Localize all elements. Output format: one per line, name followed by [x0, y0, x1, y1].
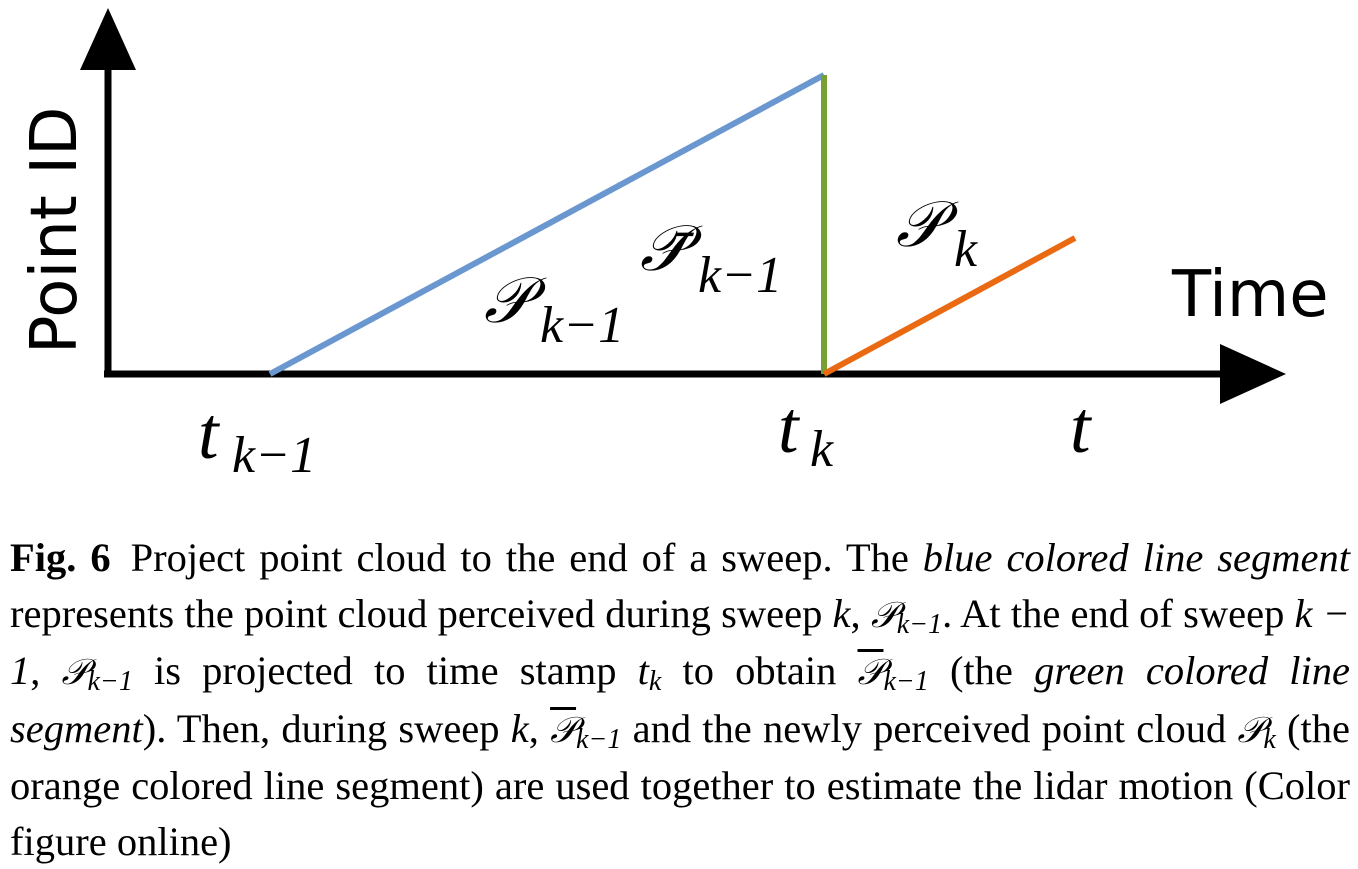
caption-text: . At the end of sweep	[942, 590, 1295, 636]
caption-text: is projected to time stamp	[132, 648, 638, 693]
math-subscript: k−1	[576, 723, 622, 755]
svg-text:𝒫: 𝒫	[896, 188, 943, 262]
math-k: k	[510, 705, 529, 751]
svg-text:t: t	[778, 387, 799, 469]
math-p-k-minus-1: 𝒫	[61, 652, 88, 693]
x-axis-label: Time	[1172, 258, 1329, 332]
svg-text:t: t	[1070, 387, 1091, 469]
caption-emphasis-blue: blue colored line segment	[922, 535, 1350, 580]
math-subscript: k−1	[883, 666, 929, 697]
svg-text:k−1: k−1	[540, 297, 625, 354]
caption-text: Project point cloud to the end of a sweep. The	[130, 535, 923, 580]
svg-text:𝒫̄: 𝒫̄	[640, 212, 687, 286]
tick-label-t-k-minus-1	[198, 393, 316, 484]
figure-label: Fig. 6	[10, 535, 111, 580]
caption-emphasis-green: green colored line segment	[10, 648, 1351, 751]
caption-text: ,	[528, 705, 551, 751]
math-subscript: k−1	[87, 666, 133, 697]
tick-label-t	[1070, 387, 1093, 469]
label-p-k	[896, 188, 978, 278]
y-axis-label: Point ID	[18, 106, 92, 354]
caption-text: ,	[850, 590, 871, 636]
caption-text: and the newly perceived point cloud	[621, 705, 1238, 751]
label-p-bar-k-minus-1	[640, 212, 782, 304]
figure-caption	[10, 530, 1350, 869]
x-axis-arrowhead	[1220, 344, 1286, 404]
svg-text:k−1: k−1	[232, 427, 317, 484]
math-p-bar-k-minus-1: 𝒫	[550, 709, 577, 751]
math-subscript: k−1	[896, 608, 943, 640]
caption-text: represents the point cloud perceived during sweep	[10, 590, 833, 636]
caption-text: (the orange colored line segment) are used together to estimate the lidar motion (Color figure online)	[10, 705, 1351, 864]
math-p-k: 𝒫	[1237, 709, 1264, 751]
svg-text:k−1: k−1	[698, 247, 783, 304]
y-axis-arrowhead	[80, 8, 136, 70]
math-k-minus-1: k − 1	[10, 590, 1351, 693]
math-p-bar-k-minus-1: 𝒫	[857, 652, 884, 693]
svg-text:t: t	[198, 393, 219, 475]
orange-line-segment	[824, 238, 1075, 374]
tick-label-t-k	[778, 387, 834, 478]
svg-text:k: k	[810, 421, 834, 478]
math-subscript: k	[648, 666, 662, 697]
svg-text:k: k	[954, 221, 978, 278]
math-p-k-minus-1: 𝒫	[870, 594, 897, 636]
math-t-k: t	[637, 648, 649, 693]
caption-text: ,	[30, 648, 62, 693]
math-k: k	[832, 590, 851, 636]
label-p-k-minus-1	[484, 264, 624, 354]
caption-text: to obtain	[661, 648, 858, 693]
svg-text:𝒫: 𝒫	[484, 264, 531, 338]
caption-text: (the	[928, 648, 1035, 693]
caption-text: ). Then, during sweep	[142, 705, 511, 751]
math-subscript: k	[1263, 723, 1276, 755]
